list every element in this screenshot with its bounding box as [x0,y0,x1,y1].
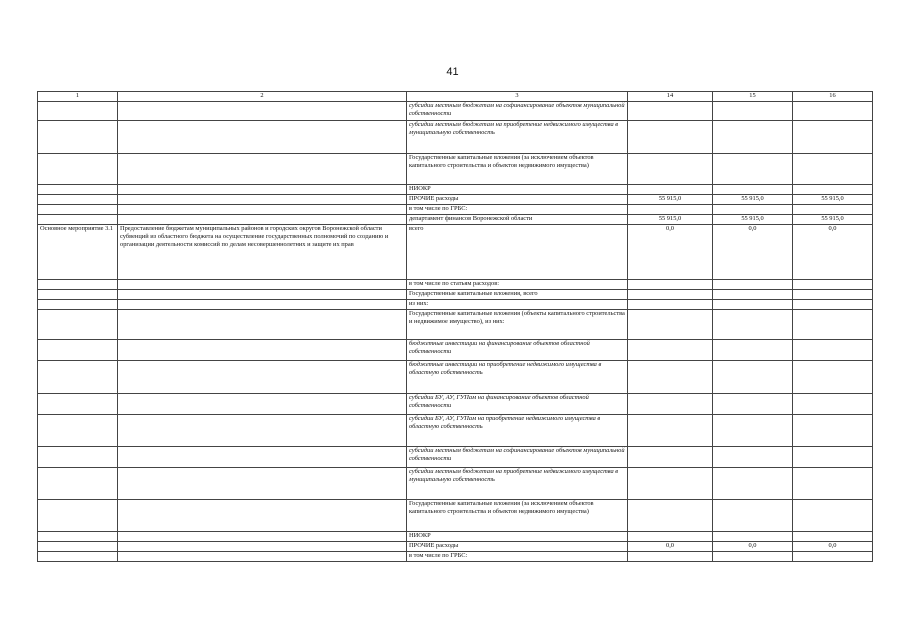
value-cell-14 [628,185,713,195]
description-cell [118,310,407,340]
event-cell [38,300,118,310]
description-cell [118,552,407,562]
table-row [38,361,873,394]
event-cell [38,121,118,154]
value-cell-14: 55 915,0 [628,195,713,205]
expense-item-cell: бюджетные инвестиции на приобретение недвижимого имущества в областную собственность [407,361,628,394]
value-cell-16 [793,394,873,415]
value-cell-15 [713,532,793,542]
value-cell-14 [628,102,713,121]
value-cell-16 [793,468,873,500]
expense-item-cell: субсидии местным бюджетам на приобретение недвижимого имущества в муниципальную собственность [407,468,628,500]
value-cell-16 [793,102,873,121]
value-cell-15 [713,415,793,447]
value-cell-14 [628,361,713,394]
expense-item-cell: НИОКР [407,185,628,195]
expense-item-cell: субсидии местным бюджетам на софинансирование объектов муниципальной собственности [407,102,628,121]
table-row [38,121,873,154]
value-cell-15 [713,468,793,500]
header-col-2: 2 [118,92,407,102]
table-row [38,415,873,447]
expense-item-cell: НИОКР [407,532,628,542]
description-cell [118,154,407,185]
value-cell-16: 0,0 [793,225,873,280]
value-cell-16: 0,0 [793,542,873,552]
value-cell-14: 0,0 [628,542,713,552]
table-row [38,300,873,310]
table-row [38,468,873,500]
table-row [38,532,873,542]
value-cell-14 [628,154,713,185]
event-cell [38,468,118,500]
value-cell-16 [793,290,873,300]
expense-item-cell: ПРОЧИЕ расходы [407,195,628,205]
value-cell-16: 55 915,0 [793,195,873,205]
header-col-15: 15 [713,92,793,102]
description-cell [118,102,407,121]
description-cell: Предоставление бюджетам муниципальных районов и городских округов Воронежской области субвенций из областного бюджета на осуществление государственных полномочий по созданию и организации деятельности комиссий по делам несовершеннолетних и защите их прав [118,225,407,280]
expense-item-cell: Государственные капитальные вложения (за исключением объектов капитального строительства и объектов недвижимого имущества) [407,154,628,185]
value-cell-16 [793,361,873,394]
event-cell [38,185,118,195]
header-col-1: 1 [38,92,118,102]
event-cell [38,532,118,542]
description-cell [118,361,407,394]
value-cell-14 [628,415,713,447]
value-cell-15 [713,500,793,532]
table-row [38,195,873,205]
description-cell [118,185,407,195]
description-cell [118,500,407,532]
table-row [38,290,873,300]
event-cell: Основное мероприятие 3.1 [38,225,118,280]
table-row [38,447,873,468]
description-cell [118,447,407,468]
value-cell-14: 55 915,0 [628,215,713,225]
description-cell [118,415,407,447]
event-cell [38,102,118,121]
value-cell-14 [628,310,713,340]
table-row [38,185,873,195]
value-cell-15 [713,154,793,185]
expense-item-cell: всего [407,225,628,280]
event-cell [38,195,118,205]
table-row [38,394,873,415]
table-row [38,542,873,552]
value-cell-16 [793,154,873,185]
header-col-3: 3 [407,92,628,102]
value-cell-14 [628,205,713,215]
value-cell-15 [713,185,793,195]
expense-item-cell: субсидии местным бюджетам на приобретение недвижимого имущества в муниципальную собственность [407,121,628,154]
value-cell-16 [793,532,873,542]
value-cell-15 [713,310,793,340]
header-col-14: 14 [628,92,713,102]
value-cell-15 [713,300,793,310]
event-cell [38,394,118,415]
value-cell-14 [628,468,713,500]
description-cell [118,195,407,205]
value-cell-14 [628,121,713,154]
event-cell [38,290,118,300]
description-cell [118,394,407,415]
table-row [38,552,873,562]
event-cell [38,361,118,394]
event-cell [38,215,118,225]
header-col-16: 16 [793,92,873,102]
description-cell [118,121,407,154]
table-row [38,205,873,215]
expense-item-cell: бюджетные инвестиции на финансирование объектов областной собственности [407,340,628,361]
table-row [38,310,873,340]
value-cell-14: 0,0 [628,225,713,280]
table-row [38,154,873,185]
value-cell-15: 55 915,0 [713,195,793,205]
description-cell [118,300,407,310]
value-cell-16 [793,185,873,195]
value-cell-14 [628,552,713,562]
expense-item-cell: в том числе по ГРБС: [407,552,628,562]
event-cell [38,552,118,562]
value-cell-14 [628,447,713,468]
event-cell [38,415,118,447]
value-cell-15: 55 915,0 [713,215,793,225]
value-cell-15 [713,394,793,415]
value-cell-15: 0,0 [713,225,793,280]
description-cell [118,468,407,500]
header-row [38,92,873,102]
value-cell-15 [713,290,793,300]
event-cell [38,310,118,340]
value-cell-14 [628,290,713,300]
description-cell [118,532,407,542]
event-cell [38,205,118,215]
event-cell [38,280,118,290]
value-cell-15 [713,340,793,361]
value-cell-14 [628,300,713,310]
value-cell-15 [713,102,793,121]
table-row [38,225,873,280]
value-cell-16 [793,340,873,361]
event-cell [38,542,118,552]
description-cell [118,205,407,215]
value-cell-14 [628,394,713,415]
value-cell-15 [713,280,793,290]
value-cell-14 [628,500,713,532]
value-cell-15: 0,0 [713,542,793,552]
event-cell [38,447,118,468]
table-row [38,500,873,532]
value-cell-15 [713,552,793,562]
value-cell-16 [793,415,873,447]
expense-item-cell: в том числе по ГРБС: [407,205,628,215]
value-cell-14 [628,532,713,542]
value-cell-14 [628,340,713,361]
value-cell-14 [628,280,713,290]
budget-table [37,91,873,562]
event-cell [38,500,118,532]
page-number: 41 [446,66,459,78]
expense-item-cell: Государственные капитальные вложения (объекты капитального строительства и недвижимое имущество), из них: [407,310,628,340]
value-cell-16 [793,447,873,468]
expense-item-cell: из них: [407,300,628,310]
description-cell [118,280,407,290]
expense-item-cell: субсидии местным бюджетам на софинансирование объектов муниципальной собственности [407,447,628,468]
table-row [38,340,873,361]
description-cell [118,542,407,552]
table-row [38,280,873,290]
table-row [38,215,873,225]
value-cell-16: 55 915,0 [793,215,873,225]
description-cell [118,215,407,225]
event-cell [38,340,118,361]
value-cell-16 [793,310,873,340]
value-cell-16 [793,300,873,310]
value-cell-16 [793,121,873,154]
value-cell-15 [713,361,793,394]
value-cell-16 [793,205,873,215]
value-cell-16 [793,500,873,532]
table-row [38,102,873,121]
expense-item-cell: в том числе по статьям расходов: [407,280,628,290]
expense-item-cell: Государственные капитальные вложения, всего [407,290,628,300]
value-cell-15 [713,447,793,468]
value-cell-15 [713,205,793,215]
expense-item-cell: департамент финансов Воронежской области [407,215,628,225]
expense-item-cell: субсидии БУ, АУ, ГУПам на приобретение недвижимого имущества в областную собственность [407,415,628,447]
expense-item-cell: ПРОЧИЕ расходы [407,542,628,552]
expense-item-cell: субсидии БУ, АУ, ГУПам на финансирование объектов областной собственности [407,394,628,415]
expense-item-cell: Государственные капитальные вложения (за исключением объектов капитального строительства и объектов недвижимого имущества) [407,500,628,532]
description-cell [118,290,407,300]
description-cell [118,340,407,361]
value-cell-16 [793,552,873,562]
value-cell-15 [713,121,793,154]
value-cell-16 [793,280,873,290]
event-cell [38,154,118,185]
